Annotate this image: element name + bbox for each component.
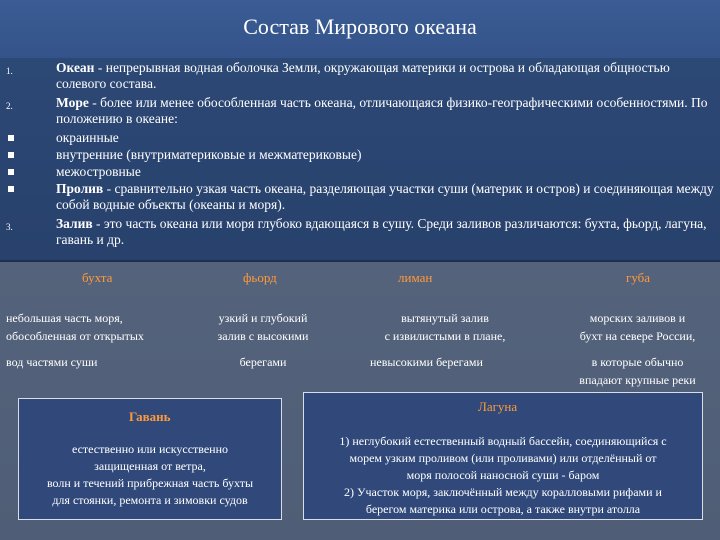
definition: - сравнительно узкая часть океана, разделяющая участки суши (материк и остров) и соединяющая между собой водные объекты (океаны и моря). (56, 181, 714, 212)
harbor-box (18, 398, 282, 520)
definition: - непрерывная водная оболочка Земли, окружающая материки и острова и обладающая общностью солевого состава. (56, 60, 670, 91)
harbor-title: Гавань (129, 409, 171, 424)
term: Пролив (56, 181, 104, 196)
bay-type-name: лиман (398, 270, 433, 285)
bay-type-name: губа (626, 270, 651, 285)
term: Океан (56, 60, 95, 75)
bullet-icon (8, 135, 14, 141)
bullet-icon (8, 169, 14, 175)
bay-type-name: бухта (82, 270, 113, 285)
bay-type-desc: морских заливов и бухт на севере России, в которые обычно впадают крупные реки (579, 311, 696, 387)
list-item-text: внутренние (внутриматериковые и межматериковые) (56, 147, 362, 162)
list-marker: 2. (6, 101, 13, 111)
term: Залив (56, 216, 93, 231)
list-item-text (56, 216, 716, 247)
lagoon-title: Лагуна (478, 399, 518, 414)
page-title: Состав Мирового океана (243, 14, 477, 39)
bay-type-name: фьорд (243, 270, 277, 285)
list-item-text (56, 181, 716, 212)
bullet-icon (8, 152, 14, 158)
bay-type-desc: вытянутый залив с извилистыми в плане, невысокими берегами (370, 311, 506, 369)
lagoon-box (303, 392, 703, 520)
harbor-desc: естественно или искусственно защищенная от ветра, волн и течений прибрежная часть бухты для стоянки, ремонта и зимовки судов (46, 442, 254, 507)
list-item-text: окраинные (56, 130, 119, 145)
lagoon-desc: 1) неглубокий естественный водный бассейн, соединяющийся с морем узким проливом (или проливами) или отделённый от моря полосой наносной суши - баром 2) Участок моря, заключённый между коралловыми рифами и берегом материка или острова, а также внутри атолла (339, 434, 667, 516)
bay-type-desc: узкий и глубокий залив с высокими берегами (217, 311, 309, 369)
list-marker: 3. (6, 222, 13, 232)
definition: - это часть океана или моря глубоко вдающаяся в сушу. Среди заливов различаются: бухта, фьорд, лагуна, гавань и др. (56, 216, 707, 247)
list-item-text: межостровные (56, 164, 141, 179)
definition: - более или менее обособленная часть океана, отличающаяся физико-географическими особенностями. По положению в океане: (56, 95, 708, 126)
list-item-text (56, 95, 716, 126)
bullet-icon (8, 186, 14, 192)
list-item-text (56, 60, 716, 91)
bay-type-desc: небольшая часть моря, обособленная от открытых вод частями суши (6, 311, 144, 369)
term: Море (56, 95, 89, 110)
list-marker: 1. (6, 66, 13, 76)
